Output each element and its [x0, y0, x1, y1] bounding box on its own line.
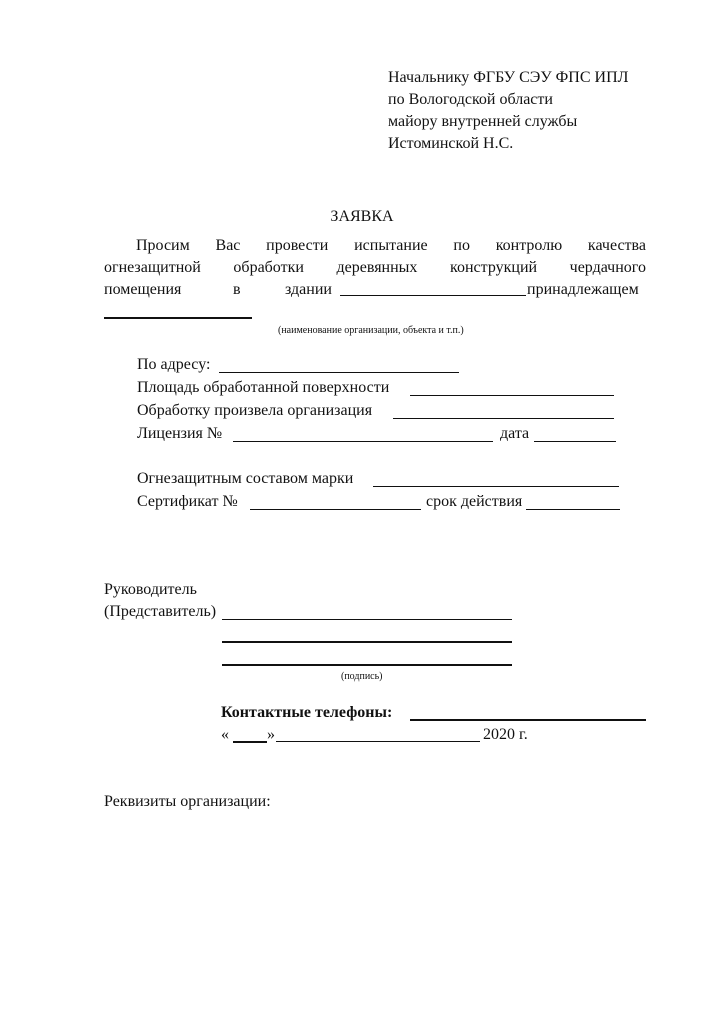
area-field[interactable]	[410, 395, 614, 396]
organization-name-field[interactable]	[104, 317, 252, 319]
body-word: деревянных	[336, 259, 418, 276]
performed-by-field[interactable]	[393, 418, 614, 419]
date-open-quote: «	[221, 726, 229, 743]
certificate-number-field[interactable]	[250, 509, 421, 510]
addressee-line-3: майору внутренней службы	[388, 113, 578, 130]
certificate-label: Сертификат №	[137, 493, 238, 510]
contacts-field[interactable]	[410, 719, 646, 721]
body-word: провести	[266, 237, 329, 254]
representative-name-field[interactable]	[222, 619, 512, 620]
body-word: Вас	[215, 237, 241, 254]
body-word: конструкций	[450, 259, 538, 276]
addressee-line-4: Истоминской Н.С.	[388, 135, 514, 152]
document-title: ЗАЯВКА	[330, 208, 394, 225]
body-word-in: в	[233, 281, 241, 298]
addressee-line-2: по Вологодской области	[388, 91, 553, 108]
signature-field[interactable]	[222, 664, 512, 666]
representative-label: (Представитель)	[104, 603, 217, 620]
validity-label: срок действия	[426, 493, 523, 510]
body-word: качества	[587, 237, 646, 254]
head-label: Руководитель	[104, 581, 197, 598]
area-label: Площадь обработанной поверхности	[137, 379, 390, 396]
composition-field[interactable]	[373, 486, 619, 487]
address-label: По адресу:	[137, 356, 211, 373]
performed-by-label: Обработку произвела организация	[137, 402, 373, 419]
day-field[interactable]	[233, 741, 267, 743]
body-word-building: здании	[285, 281, 332, 298]
body-word: испытание	[354, 237, 428, 254]
representative-line-2[interactable]	[222, 641, 512, 643]
body-word: по	[453, 237, 470, 254]
requisites-label: Реквизиты организации:	[104, 793, 271, 810]
body-row-1	[136, 236, 646, 256]
address-field[interactable]	[219, 372, 459, 373]
body-row-2	[104, 258, 646, 278]
date-close-quote: »	[267, 726, 275, 743]
organization-caption: (наименование организации, объекта и т.п.)	[278, 325, 464, 336]
validity-field[interactable]	[526, 509, 620, 510]
license-date-field[interactable]	[534, 441, 616, 442]
addressee-line-1: Начальнику ФГБУ СЭУ ФПС ИПЛ	[388, 69, 629, 86]
composition-label: Огнезащитным составом марки	[137, 470, 354, 487]
body-word: контролю	[495, 237, 563, 254]
body-word: обработки	[233, 259, 304, 276]
contacts-label: Контактные телефоны:	[221, 704, 393, 721]
date-label: дата	[500, 425, 530, 442]
body-word: Просим	[136, 237, 190, 254]
license-number-field[interactable]	[233, 441, 493, 442]
body-word: чердачного	[569, 259, 646, 276]
body-word-belonging: принадлежащем	[527, 281, 639, 298]
building-name-field[interactable]	[340, 295, 526, 296]
year-label: 2020 г.	[483, 726, 528, 743]
body-word-premises: помещения	[104, 281, 182, 298]
body-word: огнезащитной	[104, 259, 201, 276]
license-label: Лицензия №	[137, 425, 223, 442]
signature-caption: (подпись)	[341, 671, 383, 682]
month-field[interactable]	[276, 741, 480, 742]
